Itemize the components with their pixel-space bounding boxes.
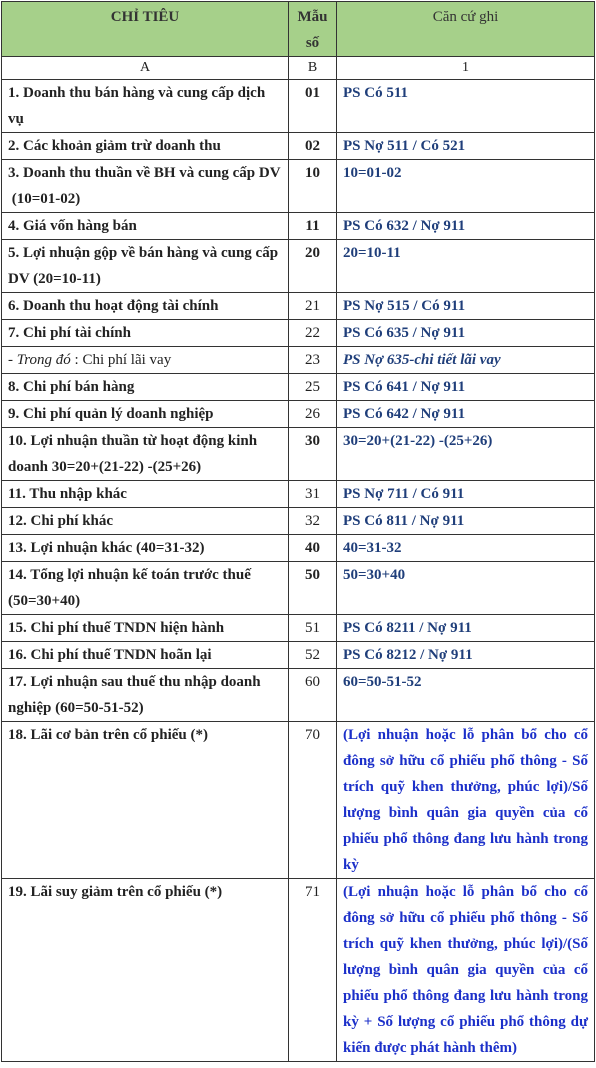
- row-basis: (Lợi nhuận hoặc lỗ phân bổ cho cổ đông sở hữu cổ phiếu phổ thông - Số trích quỹ khen thưởng, phúc lợi)/Số lượng bình quân gia quyền của cổ phiếu phổ thông đang lưu hành trong kỳ: [337, 722, 595, 879]
- row-basis: PS Nợ 711 / Có 911: [337, 481, 595, 508]
- row-name: [2, 347, 289, 374]
- table-row: [2, 80, 595, 133]
- row-name-rest: : Chi phí lãi vay: [70, 352, 172, 368]
- row-code: 10: [289, 160, 337, 213]
- row-name: 14. Tổng lợi nhuận kế toán trước thuế (50=30+40): [2, 562, 289, 615]
- row-basis: PS Có 811 / Nợ 911: [337, 508, 595, 535]
- row-code: 32: [289, 508, 337, 535]
- row-name: 6. Doanh thu hoạt động tài chính: [2, 293, 289, 320]
- row-name: 4. Giá vốn hàng bán: [2, 213, 289, 240]
- row-name: 17. Lợi nhuận sau thuế thu nhập doanh nghiệp (60=50-51-52): [2, 669, 289, 722]
- table-row: [2, 508, 595, 535]
- table-row: [2, 240, 595, 293]
- row-basis: 50=30+40: [337, 562, 595, 615]
- table-row: [2, 133, 595, 160]
- row-basis: PS Có 632 / Nợ 911: [337, 213, 595, 240]
- row-code: 52: [289, 642, 337, 669]
- row-code: 23: [289, 347, 337, 374]
- row-basis: 10=01-02: [337, 160, 595, 213]
- header-basis: Căn cứ ghi: [337, 2, 595, 57]
- table-row: [2, 401, 595, 428]
- row-basis: 20=10-11: [337, 240, 595, 293]
- table-row: [2, 481, 595, 508]
- row-basis: PS Nợ 511 / Có 521: [337, 133, 595, 160]
- row-name-main: 3. Doanh thu thuần về BH và cung cấp DV: [8, 165, 281, 181]
- row-name: 18. Lãi cơ bản trên cổ phiếu (*): [2, 722, 289, 879]
- row-code: 26: [289, 401, 337, 428]
- row-basis: 60=50-51-52: [337, 669, 595, 722]
- table-row: [2, 615, 595, 642]
- table-row: [2, 879, 595, 1062]
- header-form-number: Mẫu số: [289, 2, 337, 57]
- row-name: 1. Doanh thu bán hàng và cung cấp dịch vụ: [2, 80, 289, 133]
- table-row: [2, 428, 595, 481]
- row-basis: 40=31-32: [337, 535, 595, 562]
- table-row: [2, 669, 595, 722]
- row-name: 15. Chi phí thuế TNDN hiện hành: [2, 615, 289, 642]
- row-code: 70: [289, 722, 337, 879]
- table-row: [2, 320, 595, 347]
- row-name: 7. Chi phí tài chính: [2, 320, 289, 347]
- row-code: 31: [289, 481, 337, 508]
- row-code: 50: [289, 562, 337, 615]
- table-row: [2, 562, 595, 615]
- row-name: [2, 160, 289, 213]
- table-row: [2, 535, 595, 562]
- row-name: 12. Chi phí khác: [2, 508, 289, 535]
- row-code: 21: [289, 293, 337, 320]
- row-code: 20: [289, 240, 337, 293]
- subheader-row: [2, 57, 595, 80]
- row-basis: PS Có 642 / Nợ 911: [337, 401, 595, 428]
- row-code: 11: [289, 213, 337, 240]
- row-basis: PS Có 8211 / Nợ 911: [337, 615, 595, 642]
- row-code: 01: [289, 80, 337, 133]
- row-name: 13. Lợi nhuận khác (40=31-32): [2, 535, 289, 562]
- row-name: 19. Lãi suy giảm trên cổ phiếu (*): [2, 879, 289, 1062]
- row-name: 11. Thu nhập khác: [2, 481, 289, 508]
- row-basis: PS Nợ 515 / Có 911: [337, 293, 595, 320]
- row-name-extra: (10=01-02): [11, 191, 81, 207]
- row-name: 8. Chi phí bán hàng: [2, 374, 289, 401]
- table-row: [2, 293, 595, 320]
- header-row: [2, 2, 595, 57]
- row-code: 25: [289, 374, 337, 401]
- row-code: 30: [289, 428, 337, 481]
- table-row: [2, 374, 595, 401]
- row-basis: PS Có 635 / Nợ 911: [337, 320, 595, 347]
- row-name: 10. Lợi nhuận thuần từ hoạt động kinh doanh 30=20+(21-22) -(25+26): [2, 428, 289, 481]
- row-name: 9. Chi phí quản lý doanh nghiệp: [2, 401, 289, 428]
- table-row: [2, 347, 595, 374]
- row-code: 22: [289, 320, 337, 347]
- table-row: [2, 160, 595, 213]
- row-name: 2. Các khoản giảm trừ doanh thu: [2, 133, 289, 160]
- table-row: [2, 722, 595, 879]
- income-statement-table: [1, 1, 595, 1062]
- row-code: 40: [289, 535, 337, 562]
- row-basis: PS Có 8212 / Nợ 911: [337, 642, 595, 669]
- row-name-italic: Trong đó: [16, 352, 71, 368]
- row-code: 71: [289, 879, 337, 1062]
- header-indicator: CHỈ TIÊU: [2, 2, 289, 57]
- row-basis: 30=20+(21-22) -(25+26): [337, 428, 595, 481]
- subheader-c: 1: [337, 57, 595, 80]
- subheader-a: A: [2, 57, 289, 80]
- row-name: 5. Lợi nhuận gộp về bán hàng và cung cấp DV (20=10-11): [2, 240, 289, 293]
- row-code: 51: [289, 615, 337, 642]
- row-basis: PS Có 641 / Nợ 911: [337, 374, 595, 401]
- table-row: [2, 642, 595, 669]
- row-code: 60: [289, 669, 337, 722]
- row-name-prefix: -: [8, 352, 17, 368]
- row-name: 16. Chi phí thuế TNDN hoãn lại: [2, 642, 289, 669]
- row-basis: (Lợi nhuận hoặc lỗ phân bổ cho cổ đông sở hữu cổ phiếu phổ thông - Số trích quỹ khen thưởng, phúc lợi)/(Số lượng bình quân gia quyền của cổ phiếu phổ thông đang lưu hành trong kỳ + Số lượng cổ phiếu phổ thông dự kiến được phát hành thêm): [337, 879, 595, 1062]
- row-basis: PS Có 511: [337, 80, 595, 133]
- table-row: [2, 213, 595, 240]
- row-basis: PS Nợ 635-chi tiết lãi vay: [337, 347, 595, 374]
- subheader-b: B: [289, 57, 337, 80]
- row-code: 02: [289, 133, 337, 160]
